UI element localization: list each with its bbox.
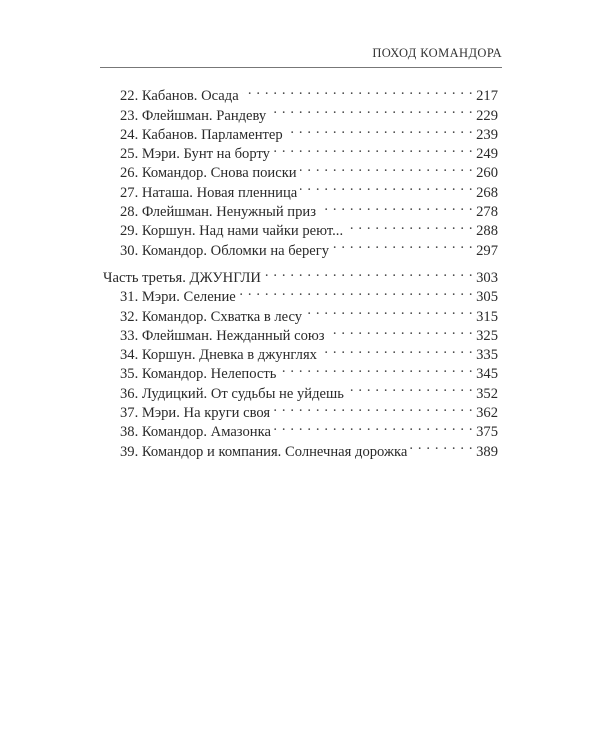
entry-page: 362 xyxy=(476,405,498,422)
entry-page: 229 xyxy=(476,107,498,124)
entry-title: 23. Флейшман. Рандеву xyxy=(120,107,267,124)
entry-title: 34. Коршун. Дневка в джунглях xyxy=(120,347,317,364)
toc-entry xyxy=(103,81,498,105)
dot-leader xyxy=(242,81,473,100)
dot-leader xyxy=(328,321,474,340)
entry-page: 288 xyxy=(476,223,498,240)
entry-page: 268 xyxy=(476,184,498,201)
entry-page: 249 xyxy=(476,146,498,163)
entry-title: 38. Командор. Амазонка xyxy=(120,424,271,441)
dot-leader xyxy=(347,378,473,397)
dot-leader xyxy=(274,417,473,436)
entry-title: 35. Командор. Нелепость xyxy=(120,366,277,383)
entry-title: 25. Мэри. Бунт на борту xyxy=(120,146,270,163)
entry-title: 31. Мэри. Селение xyxy=(120,289,236,306)
entry-page: 297 xyxy=(476,242,498,259)
dot-leader xyxy=(273,398,473,417)
entry-title: 29. Коршун. Над нами чайки реют... xyxy=(120,223,344,240)
dot-leader xyxy=(300,177,473,196)
entry-title: 39. Командор и компания. Солнечная дорожка xyxy=(120,443,408,460)
dot-leader xyxy=(319,197,473,216)
entry-page: 375 xyxy=(476,424,498,441)
entry-title: 32. Командор. Схватка в лесу xyxy=(120,308,303,325)
entry-title: 36. Лудицкий. От судьбы не уйдешь xyxy=(120,385,344,402)
dot-leader xyxy=(300,158,473,177)
entry-page: 305 xyxy=(476,289,498,306)
entry-title: 24. Кабанов. Парламентер xyxy=(120,126,283,143)
entry-title: 28. Флейшман. Ненужный приз xyxy=(120,204,316,221)
entry-title: 30. Командор. Обломки на берегу xyxy=(120,242,330,259)
toc-part-heading xyxy=(103,263,498,286)
entry-title: 27. Наташа. Новая пленница xyxy=(120,184,298,201)
dot-leader xyxy=(239,282,473,301)
dot-leader xyxy=(346,216,473,235)
dot-leader xyxy=(305,301,473,320)
entry-page: 239 xyxy=(476,126,498,143)
part-title: Часть третья. ДЖУНГЛИ xyxy=(103,269,261,286)
entry-page: 217 xyxy=(476,88,498,105)
dot-leader xyxy=(286,120,473,139)
dot-leader xyxy=(332,235,473,254)
entry-page: 389 xyxy=(476,443,498,460)
entry-page: 260 xyxy=(476,165,498,182)
running-head: ПОХОД КОМАНДОРА xyxy=(372,46,502,60)
dot-leader xyxy=(264,263,473,282)
entry-title: 22. Кабанов. Осада xyxy=(120,88,239,105)
entry-page: 335 xyxy=(476,347,498,364)
entry-title: 33. Флейшман. Нежданный союз xyxy=(120,327,325,344)
entry-title: 37. Мэри. На круги своя xyxy=(120,405,271,422)
table-of-contents xyxy=(103,81,498,460)
dot-leader xyxy=(279,359,473,378)
entry-page: 278 xyxy=(476,204,498,221)
entry-page: 315 xyxy=(476,308,498,325)
entry-title: 26. Командор. Снова поиски xyxy=(120,165,297,182)
dot-leader xyxy=(269,100,473,119)
dot-leader xyxy=(410,436,473,455)
entry-page: 352 xyxy=(476,385,498,402)
entry-page: 345 xyxy=(476,366,498,383)
entry-page: 325 xyxy=(476,327,498,344)
dot-leader xyxy=(273,139,473,158)
dot-leader xyxy=(320,340,473,359)
header-rule xyxy=(100,67,502,68)
part-page: 303 xyxy=(476,269,498,286)
